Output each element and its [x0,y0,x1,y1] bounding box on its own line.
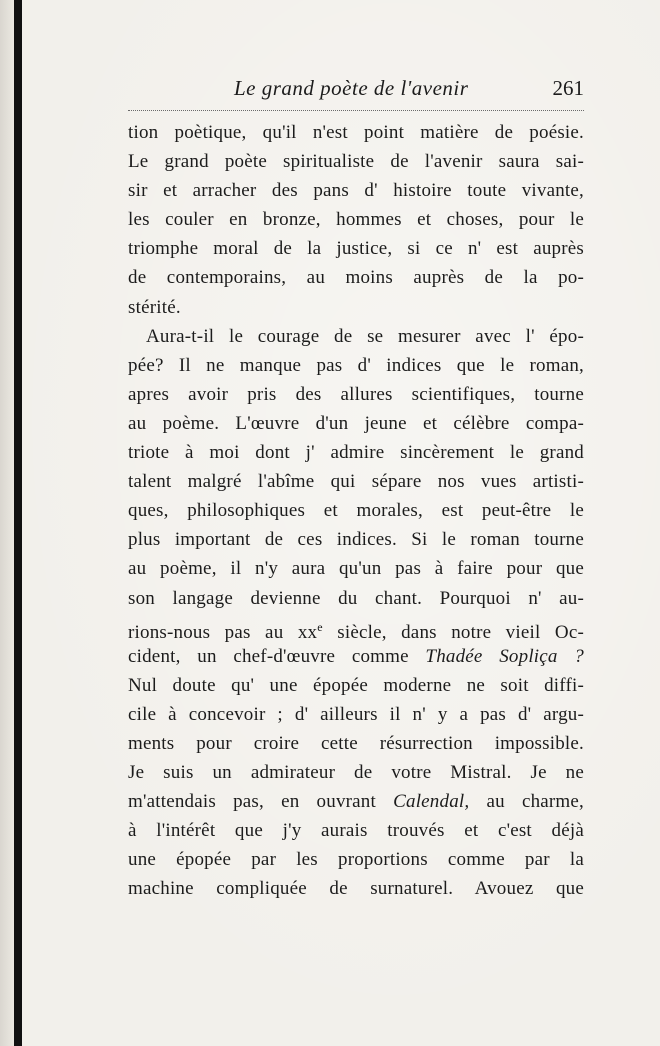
text-line: Aura-t-il le courage de se mesurer avec l' épo- [146,325,584,347]
text-segment: siècle, dans notre vieil Oc- [322,621,584,643]
text-line [128,787,584,816]
text-line: cile à concevoir ; d' ailleurs il n' y a pas d' argu- [128,703,584,725]
text-line: pée? Il ne manque pas d' indices que le roman, [128,354,584,376]
italic-title: Thadée Sopliça ? [425,645,584,667]
text-line: triote à moi dont j' admire sincèrement le grand [128,442,584,464]
text-line: ques, philosophiques et morales, est peut-être le [128,500,584,522]
text-line: une épopée par les proportions comme par la [128,849,584,871]
text-line: Nul doute qu' une épopée moderne ne soit diffi- [128,674,584,696]
text-segment: cident, un chef-d'œuvre comme [128,645,426,667]
superscript: e [317,619,323,634]
text-line: sir et arracher des pans d' histoire toute vivante, [128,180,584,202]
text-line: son langage devienne du chant. Pourquoi n' au- [128,587,584,609]
running-title: Le grand poète de l'avenir [234,76,469,100]
text-segment: rions-nous pas au [128,621,298,643]
text-line: plus important de ces indices. Si le roman tourne [128,529,584,551]
text-line: au poème. L'œuvre d'un jeune et célèbre compa- [128,412,584,434]
page-number: 261 [552,76,584,100]
text-line [128,613,584,642]
text-line [128,642,584,671]
italic-title: Calendal, [393,791,470,813]
text-line: Je suis un admirateur de votre Mistral. Je ne [128,762,584,784]
text-line: au poème, il n'y aura qu'un pas à faire pour que [128,558,584,580]
page-header [128,76,584,104]
text-line: talent malgré l'abîme qui sépare nos vues artisti- [128,471,584,493]
text-line: ments pour croire cette résurrection impossible. [128,732,584,754]
body-text [128,118,584,904]
text-segment: au charme, [469,791,584,813]
text-line: de contemporains, au moins auprès de la po- [128,267,584,289]
text-line: apres avoir pris des allures scientifiques, tourne [128,383,584,405]
binding-edge [14,0,22,1046]
century-numeral: xx [297,621,318,643]
text-segment: m'attendais pas, en ouvrant [128,791,394,813]
text-line: triomphe moral de la justice, si ce n' est auprès [128,238,584,260]
text-line: stérité. [128,296,181,318]
text-line: machine compliquée de surnaturel. Avouez que [128,878,584,900]
text-line: les couler en bronze, hommes et choses, pour le [128,209,584,231]
text-line: tion poètique, qu'il n'est point matière de poésie. [128,122,584,143]
header-rule [128,110,584,111]
text-line: à l'intérêt que j'y aurais trouvés et c'est déjà [128,820,584,842]
binding-shadow [0,0,14,1046]
text-line: Le grand poète spiritualiste de l'avenir saura sai- [128,151,584,173]
